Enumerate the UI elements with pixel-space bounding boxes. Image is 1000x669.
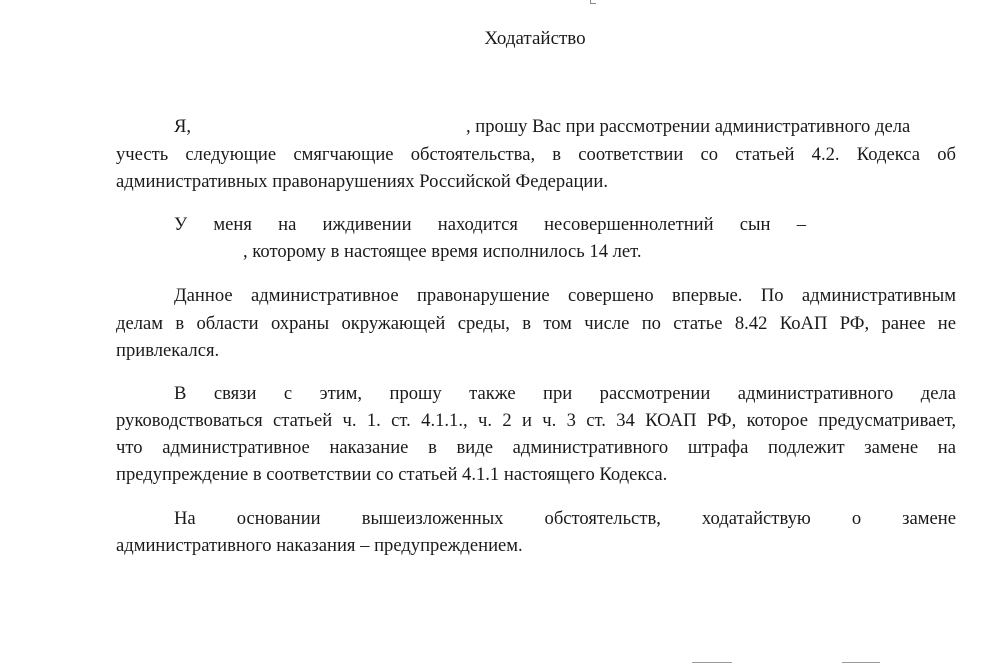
paragraph-4-line-1: В связи с этим, прошу также при рассмотрении административного дела: [174, 383, 956, 404]
signature-bracket-left: [692, 662, 732, 667]
paragraph-5-line-1: На основании вышеизложенных обстоятельств, ходатайствую о замене: [174, 508, 956, 529]
paragraph-1-line-2: учесть следующие смягчающие обстоятельства, в соответствии со статьей 4.2. Кодекса об: [116, 144, 956, 165]
paragraph-4-line-4: предупреждение в соответствии со статьей 4.1.1 настоящего Кодекса.: [116, 464, 668, 485]
paragraph-2-line-1: У меня на иждивении находится несовершеннолетний сын –: [174, 214, 806, 235]
signature-bracket-right: [842, 662, 880, 667]
document-title: Ходатайство: [484, 28, 586, 49]
paragraph-1-line-1b: , прошу Вас при рассмотрении административного дела: [466, 116, 911, 137]
paragraph-3-line-1: Данное административное правонарушение совершено впервые. По административным: [174, 285, 956, 306]
paragraph-2-line-2: , которому в настоящее время исполнилось 14 лет.: [243, 241, 642, 262]
paragraph-3-line-3: привлекался.: [116, 340, 220, 361]
paragraph-1-line-1a: Я,: [174, 116, 192, 137]
paragraph-3-line-2: делам в области охраны окружающей среды, в том числе по статье 8.42 КоАП РФ, ранее не: [116, 313, 956, 334]
paragraph-5-line-2: административного наказания – предупреждением.: [116, 535, 523, 556]
paragraph-4-line-3: что административное наказание в виде административного штрафа подлежит замене на: [116, 437, 956, 458]
paragraph-1-line-3: административных правонарушениях Российской Федерации.: [116, 171, 608, 192]
page-edge-mark: [590, 0, 596, 4]
paragraph-4-line-2: руководствоваться статьей ч. 1. ст. 4.1.1., ч. 2 и ч. 3 ст. 34 КОАП РФ, которое предусматривает,: [116, 410, 956, 431]
